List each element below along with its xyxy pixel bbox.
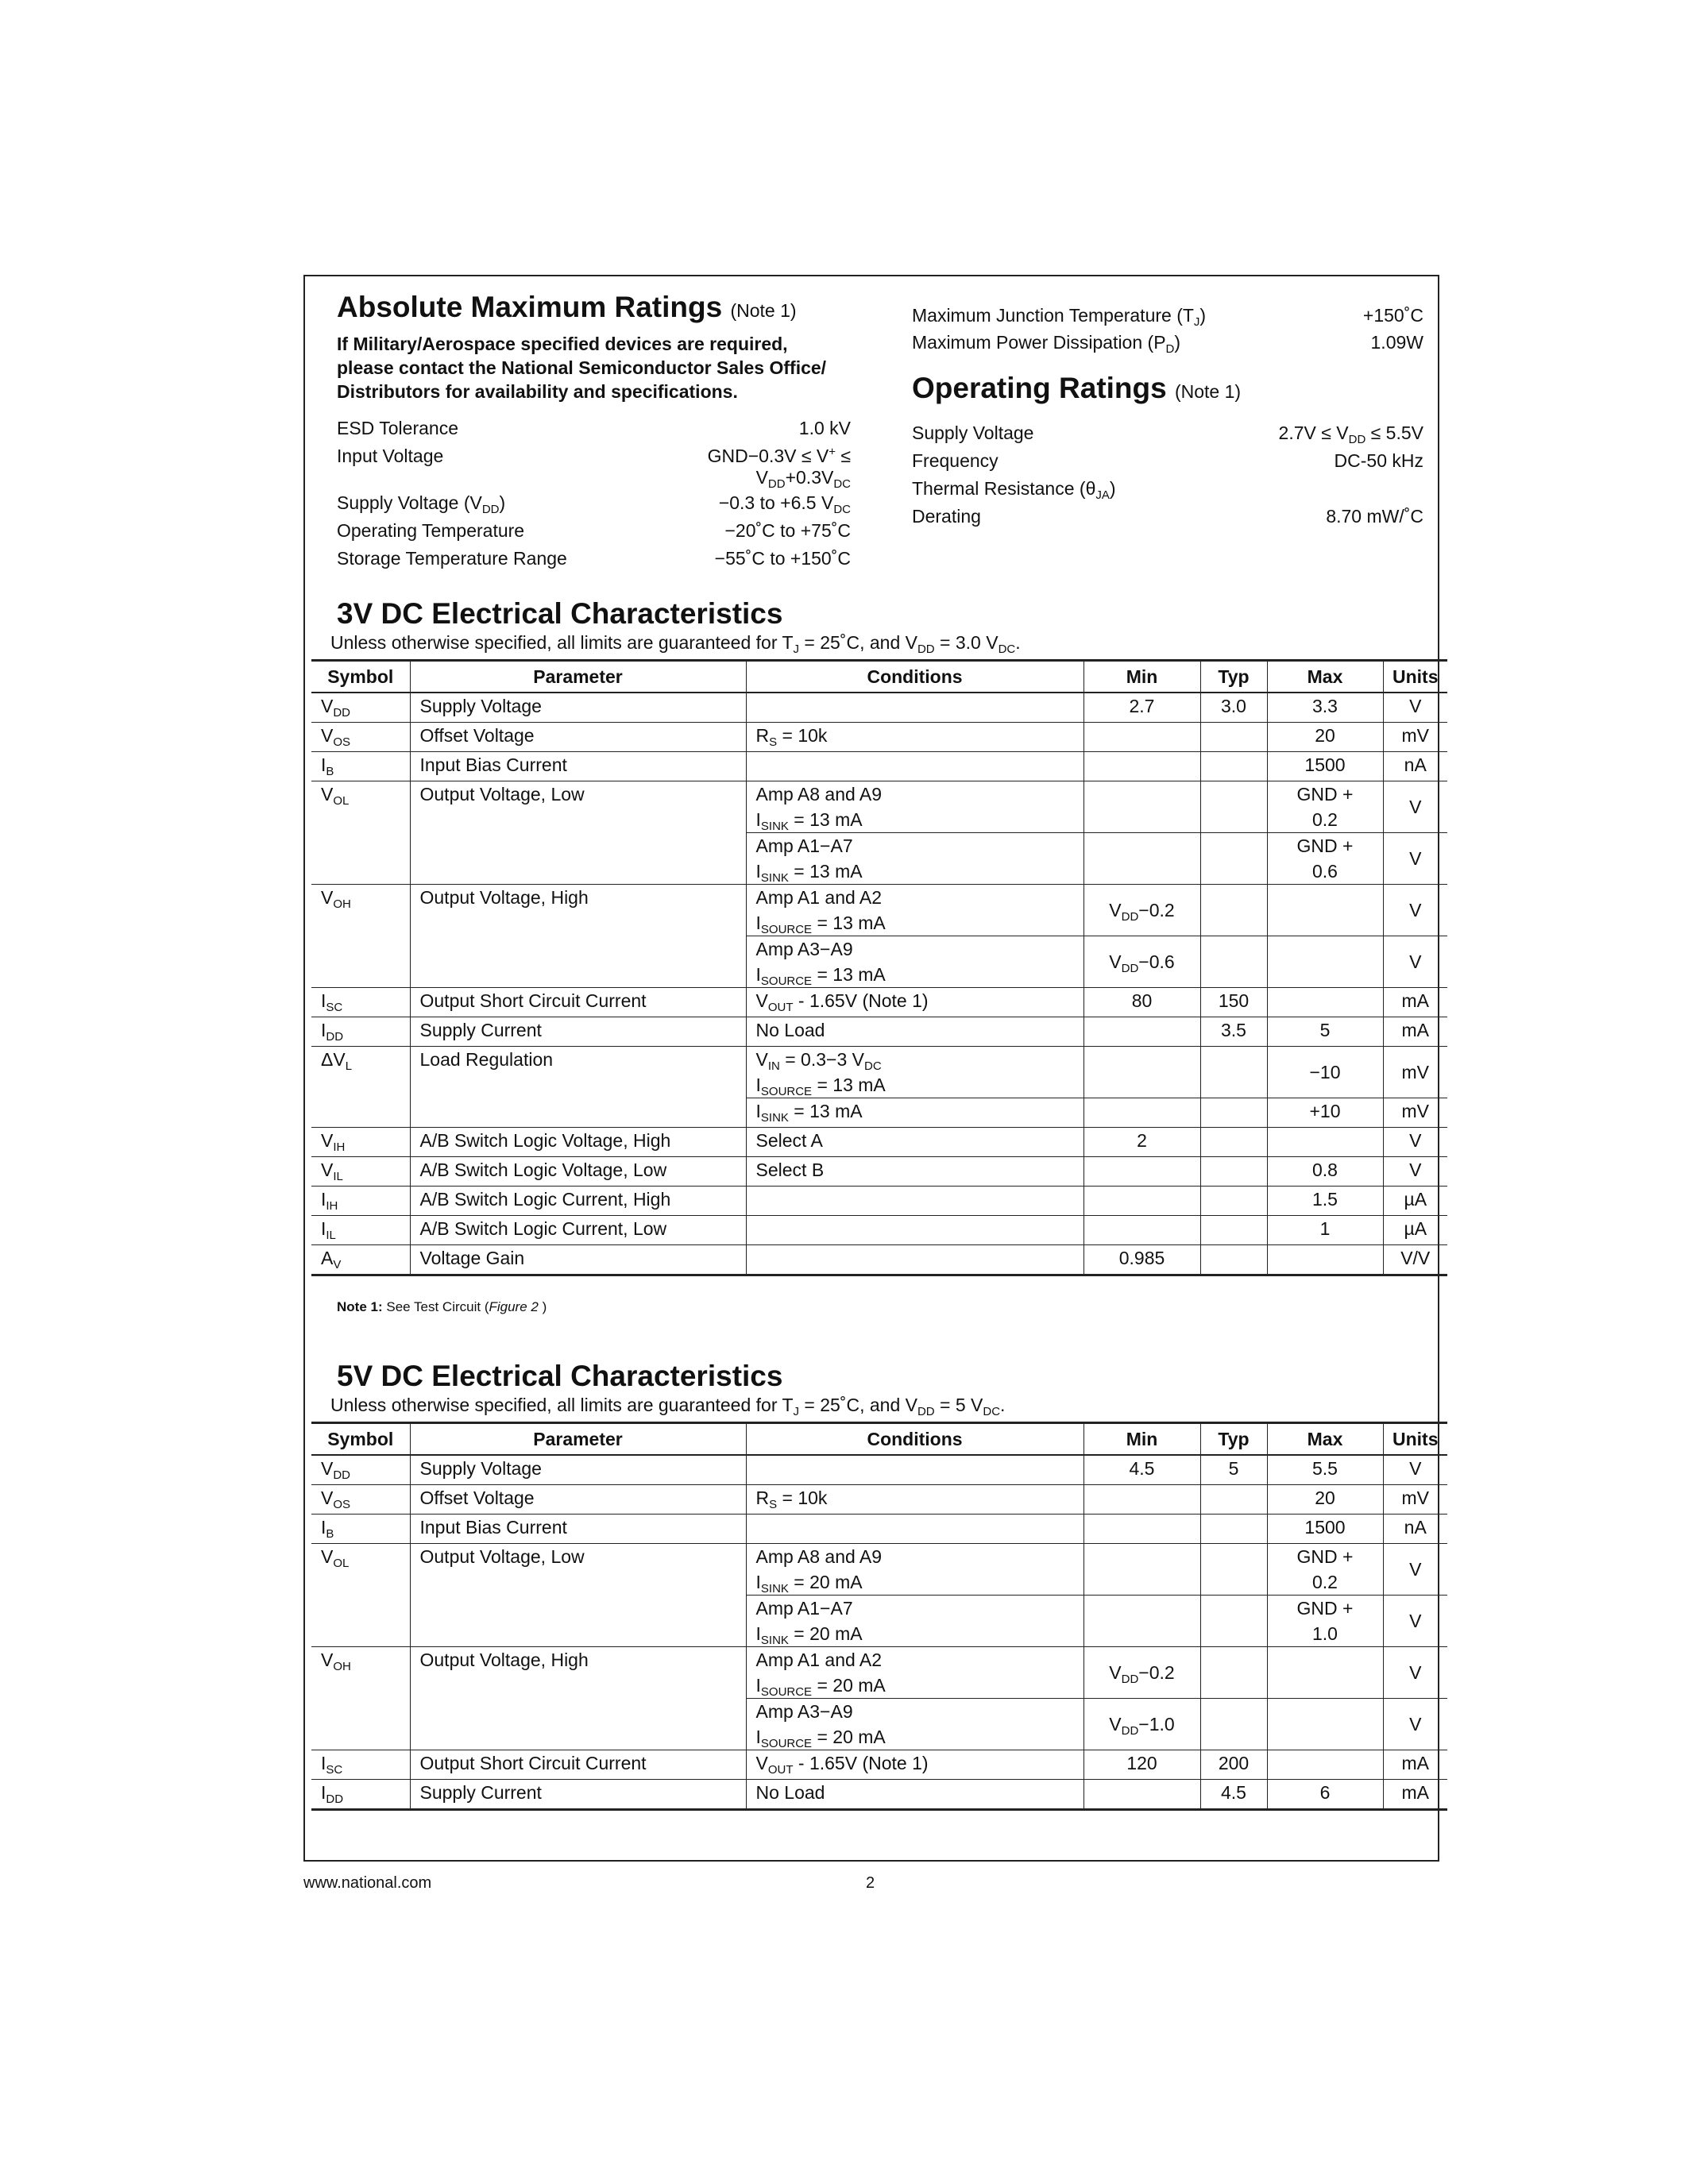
table-row: $V_{IH}$ A/B Switch Logic Voltage, High Select A 2 V — [311, 1128, 1447, 1157]
op-supply-row — [912, 419, 1423, 446]
abs-warning-1: If Military/Aerospace specified devices are required, — [337, 334, 788, 354]
table-row: $I_{SC}$ Output Short Circuit Current $V_{OUT} - 1.65V$ (Note 1) 120 200 mA — [311, 1750, 1447, 1780]
table-row: Amp A1−A7 $I_{SINK} = 13$ mA GND + 0.6 V — [311, 833, 1447, 885]
abs-input-label: Input Voltage — [337, 446, 444, 466]
table-row: $I_B$ Input Bias Current 1500 nA — [311, 752, 1447, 781]
dc3-subtitle: Unless otherwise specified, all limits are guaranteed for $T_J$ = 25˚C, and $V_{DD} = 3.0$ $V_{DC}$. — [330, 632, 1021, 656]
col-conditions: Conditions — [746, 1423, 1083, 1456]
dc5-title: 5V DC Electrical Characteristics — [337, 1360, 783, 1392]
abs-pd-label-text: Maximum Power Dissipation (P — [912, 332, 1166, 353]
table-row: $V_{OH}$ Output Voltage, High Amp A1 and A2 $I_{SOURCE} = 13$ mA $V_{DD}-0.2$ V — [311, 885, 1447, 936]
abs-input-value: GND−0.3V ≤ V+ ≤ — [707, 445, 851, 466]
table-row: $I_{SC}$ Output Short Circuit Current $V_{OUT} - 1.65V$ (Note 1) 80 150 mA — [311, 988, 1447, 1017]
abs-pd-row — [912, 329, 1423, 356]
table-row: $V_{DD}$ Supply Voltage 4.5 5 5.5 V — [311, 1455, 1447, 1485]
abs-pd-label: Maximum Power Dissipation $(P_D)$ — [912, 332, 1181, 356]
abs-max-note: (Note 1) — [730, 300, 797, 321]
abs-supply-row — [337, 489, 851, 516]
table-row: $V_{IL}$ A/B Switch Logic Voltage, Low Select B 0.8 V — [311, 1157, 1447, 1187]
abs-supply-value: −0.3 to +6.5 $V_{DC}$ — [718, 492, 851, 516]
footer-page: 2 — [866, 1874, 875, 1892]
dc3-header-row — [311, 661, 1447, 693]
op-freq-label: Frequency — [912, 450, 999, 471]
abs-optemp-value: −20˚C to +75˚C — [724, 520, 851, 541]
col-max: Max — [1267, 661, 1383, 693]
table-row: $I_{DD}$ Supply Current No Load 3.5 5 mA — [311, 1017, 1447, 1047]
table-row: $V_{DD}$ Supply Voltage 2.7 3.0 3.3 V — [311, 693, 1447, 723]
abs-tj-value: +150˚C — [1362, 305, 1423, 326]
abs-esd-label: ESD Tolerance — [337, 418, 458, 438]
abs-supply-label-text: Supply Voltage (V — [337, 492, 482, 513]
table-row: $I_{IH}$ A/B Switch Logic Current, High 1.5 µA — [311, 1187, 1447, 1216]
col-units: Units — [1383, 661, 1447, 693]
dc5-header-row — [311, 1423, 1447, 1456]
op-ratings-note: (Note 1) — [1174, 381, 1242, 402]
abs-tj-row — [912, 302, 1423, 329]
table-row: $V_{OS}$ Offset Voltage $R_S = 10k$ 20 mV — [311, 723, 1447, 752]
op-theta-row — [912, 475, 1423, 502]
dc3-note-text: See Test Circuit ( — [386, 1299, 489, 1314]
table-row: $I_{IL}$ A/B Switch Logic Current, Low 1 µA — [311, 1216, 1447, 1245]
op-theta-label: Thermal Resistance $(\theta_{JA})$ — [912, 478, 1116, 502]
abs-storage-row — [337, 545, 851, 572]
col-units: Units — [1383, 1423, 1447, 1456]
abs-warning-3: Distributors for availability and specifications. — [337, 381, 738, 402]
col-min: Min — [1083, 1423, 1200, 1456]
col-parameter: Parameter — [410, 1423, 746, 1456]
table-row: $\Delta V_L$ Load Regulation $V_{IN} = 0.3-3$ $V_{DC}$ $I_{SOURCE} = 13$ mA −10 mV — [311, 1047, 1447, 1098]
table-row: Amp A3−A9 $I_{SOURCE} = 20$ mA $V_{DD}-1.0$ V — [311, 1699, 1447, 1750]
abs-supply-value-text: −0.3 to +6.5 V — [718, 492, 834, 513]
abs-pd-value: 1.09W — [1370, 332, 1423, 353]
table-row: $V_{OL}$ Output Voltage, Low Amp A8 and A9 $I_{SINK} = 20$ mA GND + 0.2 V — [311, 1544, 1447, 1596]
abs-storage-value: −55˚C to +150˚C — [714, 548, 851, 569]
op-freq-row — [912, 447, 1423, 474]
col-min: Min — [1083, 661, 1200, 693]
col-typ: Typ — [1200, 661, 1267, 693]
dc3-subtitle-text: Unless otherwise specified, all limits are guaranteed for T — [330, 632, 794, 653]
col-typ: Typ — [1200, 1423, 1267, 1456]
abs-supply-label: Supply Voltage $(V_{DD})$ — [337, 492, 506, 516]
op-ratings-title-text: Operating Ratings — [912, 372, 1167, 404]
table-row: $V_{OS}$ Offset Voltage $R_S = 10k$ 20 mV — [311, 1485, 1447, 1515]
op-ratings-title — [912, 372, 1241, 405]
dc5-subtitle: Unless otherwise specified, all limits are guaranteed for $T_J$ = 25˚C, and $V_{DD} = 5$ $V_{DC}$. — [330, 1395, 1006, 1418]
dc5-table — [311, 1422, 1447, 1811]
dc3-table — [311, 659, 1447, 1276]
table-row: $I_{SINK} = 13$ mA +10 mV — [311, 1098, 1447, 1128]
abs-optemp-label: Operating Temperature — [337, 520, 525, 541]
op-theta-label-text: Thermal Resistance (θ — [912, 478, 1096, 499]
op-derating-row — [912, 503, 1423, 530]
abs-input-row-2 — [337, 464, 851, 491]
col-max: Max — [1267, 1423, 1383, 1456]
table-row: $V_{OH}$ Output Voltage, High Amp A1 and A2 $I_{SOURCE} = 20$ mA $V_{DD}-0.2$ V — [311, 1647, 1447, 1699]
abs-esd-row — [337, 415, 851, 442]
dc3-note: Note 1: See Test Circuit (Figure 2 ) — [337, 1299, 547, 1314]
abs-max-title — [337, 291, 797, 324]
dc3-note-figure: Figure 2 — [489, 1299, 539, 1314]
op-supply-value: $2.7V \le V_{DD} \le 5.5V$ — [1278, 423, 1423, 446]
abs-input-value-2: $V_{DD}+0.3V_{DC}$ — [755, 467, 851, 491]
table-row: Amp A3−A9 $I_{SOURCE} = 13$ mA $V_{DD}-0.6$ V — [311, 936, 1447, 988]
abs-max-title-text: Absolute Maximum Ratings — [337, 291, 723, 323]
table-row: $I_B$ Input Bias Current 1500 nA — [311, 1515, 1447, 1544]
col-symbol: Symbol — [311, 661, 410, 693]
abs-warning-2: please contact the National Semiconductor Sales Office/ — [337, 357, 827, 378]
col-parameter: Parameter — [410, 661, 746, 693]
op-derating-label: Derating — [912, 506, 981, 527]
op-freq-value: DC-50 kHz — [1334, 450, 1423, 471]
col-conditions: Conditions — [746, 661, 1083, 693]
dc3-title: 3V DC Electrical Characteristics — [337, 597, 783, 630]
table-row: $I_{DD}$ Supply Current No Load 4.5 6 mA — [311, 1780, 1447, 1810]
abs-tj-label: Maximum Junction Temperature $(T_J)$ — [912, 305, 1207, 329]
abs-optemp-row — [337, 517, 851, 544]
abs-storage-label: Storage Temperature Range — [337, 548, 567, 569]
col-symbol: Symbol — [311, 1423, 410, 1456]
table-row: Amp A1−A7 $I_{SINK} = 20$ mA GND + 1.0 V — [311, 1596, 1447, 1647]
table-row: $A_V$ Voltage Gain 0.985 V/V — [311, 1245, 1447, 1275]
dc3-note-label: Note 1: — [337, 1299, 383, 1314]
footer-site: www.national.com — [303, 1874, 432, 1892]
op-derating-value: 8.70 mW/˚C — [1326, 506, 1423, 527]
abs-esd-value: 1.0 kV — [798, 418, 851, 438]
abs-tj-label-text: Maximum Junction Temperature (T — [912, 305, 1194, 326]
table-row: $V_{OL}$ Output Voltage, Low Amp A8 and A9 $I_{SINK} = 13$ mA GND + 0.2 V — [311, 781, 1447, 833]
dc5-subtitle-text: Unless otherwise specified, all limits are guaranteed for T — [330, 1395, 794, 1415]
op-supply-label: Supply Voltage — [912, 423, 1034, 443]
